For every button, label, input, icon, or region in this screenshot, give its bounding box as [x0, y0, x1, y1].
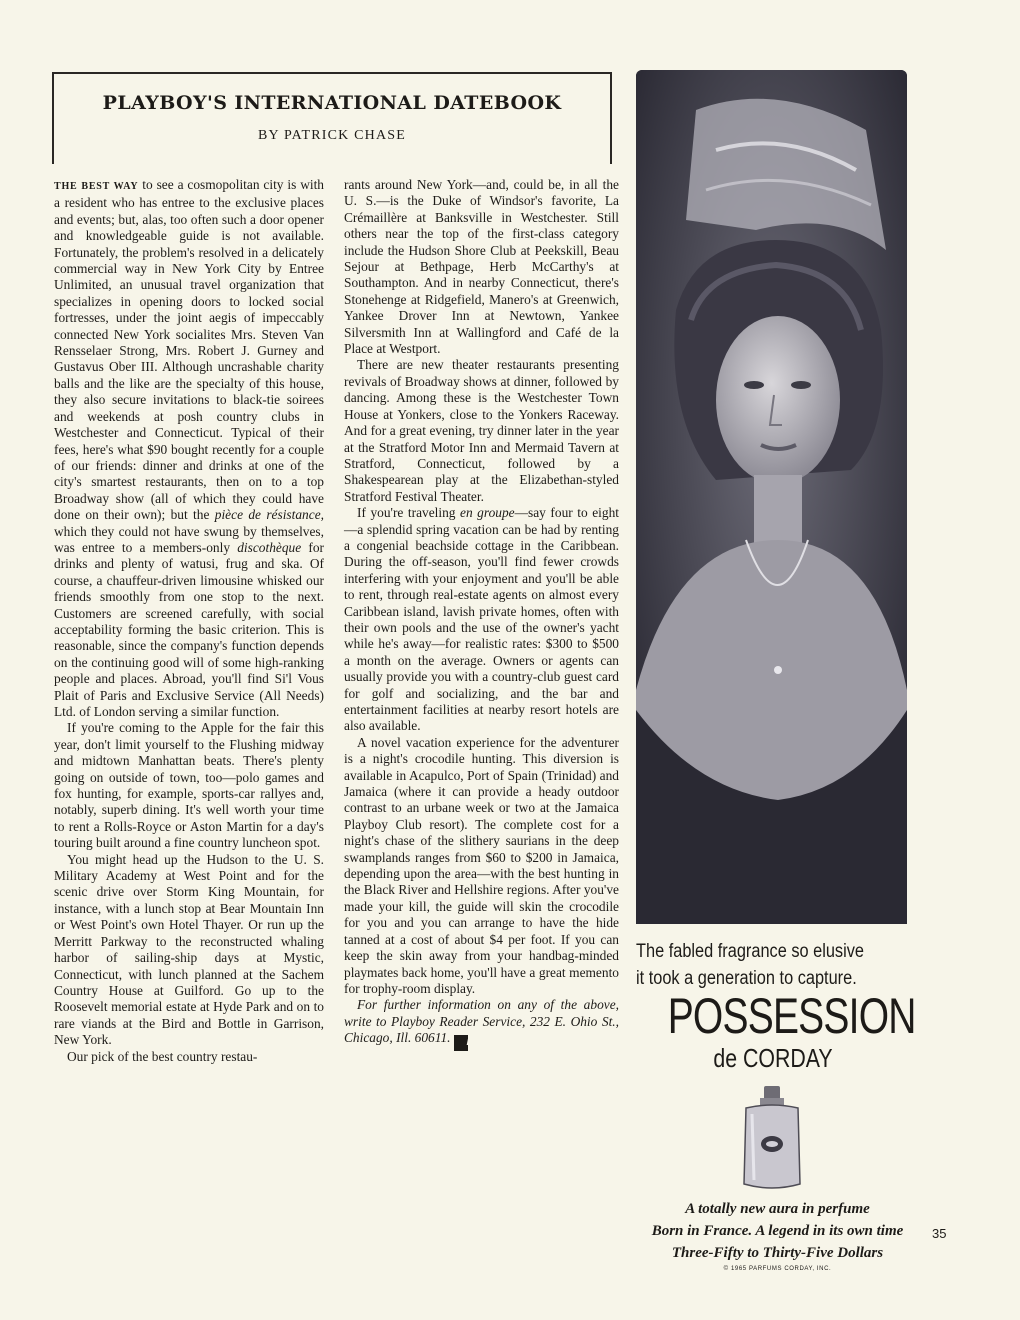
article-paragraph: Our pick of the best country restau-	[67, 1048, 258, 1064]
article-column-middle	[344, 177, 619, 1051]
page-title: PLAYBOY'S INTERNATIONAL DATEBOOK	[102, 92, 562, 114]
woman-portrait-photo	[636, 70, 907, 924]
brand-subtitle: de CORDAY	[713, 1043, 833, 1073]
byline: BY PATRICK CHASE	[257, 128, 407, 143]
header-box	[52, 72, 612, 164]
ad-tagline: The fabled fragrance so elusive it took a generation to capture.	[636, 941, 864, 989]
article-column-left	[54, 177, 324, 1065]
page-number: 35	[932, 1226, 947, 1241]
article-paragraph: THE BEST WAY to see a cosmopolitan city is with a resident who has entree to the exclusive places and events; but, alas, too often such a door opener and knowledgeable guide is not available. Fortunately, the problem's resolved in a delicately commercial way in New York City by Entree Unlimited, an unusual travel organization that specializes in opening doors to locked social fortresses, under the joint aegis of impeccably connected New York socialites Mrs. Steven Van Rensselaer Strong, Mrs. Robert J. Gurney and Gustavus Ober III. Although uncrashable charity balls and the like are the specialty of this house, they also secure invitations to black-tie soirees and weekends at posh country clubs in Westchester and Connecticut. Typical of their fees, here's what $90 bought recently for a couple of our friends: dinner and drinks at one of the city's smartest restaurants, then on to a top Broadway show (all of which they could have done on their own); but the pièce de résistance, which they could not have swung by themselves, was entree to a members-only discothèque for drinks and plenty of watusi, frug and ska. Of course, a chauffeur-driven limousine whisked our friends smoothly from one stop to the next. Customers are screened carefully, with social acceptability forming the basic criterion. This is reasonable, since the company's function depends on the continuing good will of some high-ranking people and places. Abroad, you'll find Si'l Vous Plait of Paris and Exclusive Service (All Needs) Ltd. of London serving a similar function.	[54, 177, 324, 719]
reader-service-note: For further information on any of the above, write to Playboy Reader Service, 232 E. Ohio St., Chicago, Ill. 60611. P	[344, 997, 619, 1051]
playboy-rabbit-icon: P	[454, 1035, 468, 1051]
article-paragraph: There are new theater restaurants presenting revivals of Broadway shows at dinner, followed by dancing. Among these is the Westchester Town House at Yonkers, close to the Yonkers Raceway. And for a great evening, try dinner later in the year at the Stratford Motor Inn and Mermaid Tavern at Stratford, Connecticut, followed by a Shakespearean play at the Elizabethan-styled Stratford Festival Theater.	[344, 357, 619, 504]
brand-name: POSSESSION	[667, 988, 916, 1044]
copyright-notice: © 1965 PARFUMS CORDAY, INC.	[723, 1266, 832, 1272]
article-paragraph: rants around New York—and, could be, in all the U. S.—is the Duke of Windsor's favorite, La Crémaillère at Banksville in Westchester. Still others near the top of the first-class category include the Hudson Shore Club at Peekskill, Beau Sejour at Bethpage, Herb McCarthy's at Southampton. And in nearby Connecticut, there's Stonehenge at Ridgefield, Manero's at Greenwich, Yankee Drover Inn at Newtown, Yankee Silversmith Inn at Wallingford and Café de la Place at Westport.	[344, 177, 619, 357]
perfume-bottle-icon	[732, 1084, 812, 1194]
article-paragraph: A novel vacation experience for the adventurer is a night's crocodile hunting. This diversion is available in Acapulco, Port of Spain (Trinidad) and Jamaica (where it can provide a heady outdoor contrast to an urbane week or two at the Jamaica Playboy Club resort). The complete cost for a night's chase of the slithery saurians in the deep swamplands ranges from $60 to $200 in Jamaica, depending upon the area—with the best hunting in the Black River and Hellshire regions. After you've made your kill, the guide will skin the crocodile for you and you can arrange to have the hide tanned at a cost of about $4 per foot. If you can keep the skin away from your handbag-minded playmates back home, you'll have a great memento for trophy-room display.	[344, 734, 619, 996]
ad-copy: A totally new aura in perfume Born in France. A legend in its own time Three-Fifty to Thirty-Five Dollars	[651, 1201, 904, 1261]
article-paragraph: You might head up the Hudson to the U. S. Military Academy at West Point and for the scenic drive over Storm King Mountain, for instance, with a lunch stop at Bear Mountain Inn or West Point's own Hotel Thayer. Or run up the Merritt Parkway to the reconstructed whaling harbor of sailing-ship days at Mystic, Connecticut, with lunch planned at the Sachem Country House at Guilford. Go up to the Roosevelt memorial estate at Hyde Park and on to rare viands at the Bird and Bottle in Garrison, New York.	[54, 851, 324, 1048]
article-paragraph: If you're coming to the Apple for the fair this year, don't limit yourself to the Flushing midway and midtown Manhattan beats. There's plenty going on outside of town, too—polo games and fox hunting, for example, sports-car rallyes and, notably, superb dining. It's well worth your time to rent a Rolls-Royce or Aston Martin for a day's touring built around a fine country luncheon spot.	[54, 720, 324, 851]
article-paragraph: If you're traveling en groupe—say four to eight—a splendid spring vacation can be had by renting a congenial beachside cottage in the Caribbean. During the off-season, you'll find fewer crowds interfering with your enjoyment and you'll be able to rent, through real-estate agents on almost every Caribbean island, lavish private homes, often with their own pools and the use of the owner's yacht while he's away—for realistic rates: $300 to $500 a month on the average. Owners or agents can usually provide you with a country-club guest card for golf and socializing, and the bar and entertainment facilities at nearby resort hotels are also available.	[344, 505, 619, 734]
